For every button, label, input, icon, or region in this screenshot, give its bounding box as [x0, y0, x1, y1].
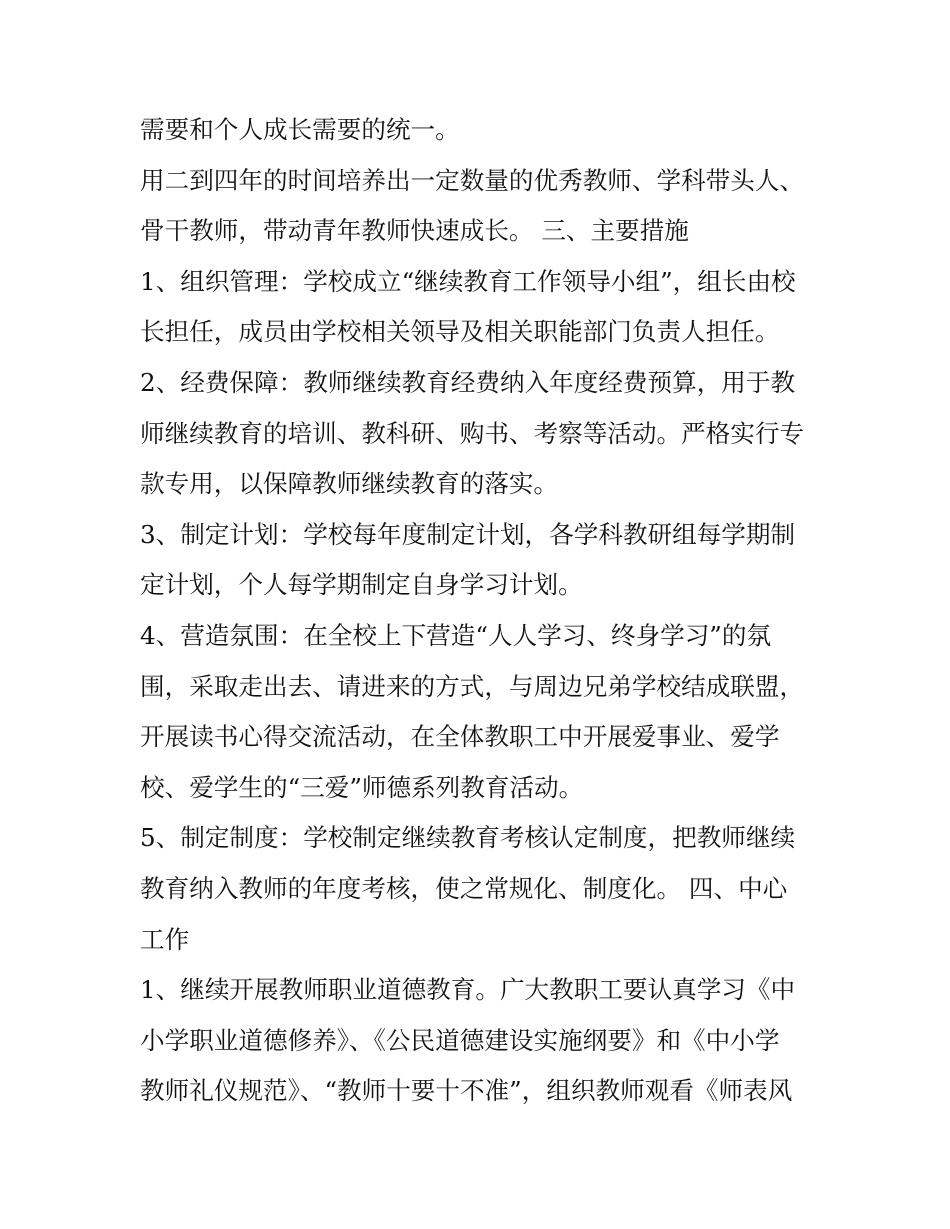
text-line: 款专用，以保障教师继续教育的落实。 — [140, 469, 559, 499]
text-line: 长担任，成员由学校相关领导及相关职能部门负责人担任。 — [140, 317, 780, 347]
text-line: 工作 — [140, 924, 190, 954]
text-line: 教师礼仪规范》、“教师十要十不准”，组织教师观看《师表风 — [140, 1076, 793, 1106]
text-line: 5、制定制度：学校制定继续教育考核认定制度，把教师继续 — [140, 823, 796, 853]
text-line: 2、经费保障：教师继续教育经费纳入年度经费预算，用于教 — [140, 367, 796, 397]
text-line: 用二到四年的时间培养出一定数量的优秀教师、学科带头人、 — [140, 165, 805, 195]
document-body — [140, 105, 830, 1117]
text-line: 4、营造氛围：在全校上下营造“人人学习、终身学习”的氛 — [140, 620, 772, 650]
text-line: 骨干教师，带动青年教师快速成长。 三、主要措施 — [140, 216, 689, 246]
text-line: 需要和个人成长需要的统一。 — [140, 115, 460, 144]
text-line: 围，采取走出去、请进来的方式，与周边兄弟学校结成联盟， — [140, 671, 805, 701]
text-line: 教育纳入教师的年度考核，使之常规化、制度化。 四、中心 — [140, 873, 788, 903]
text-line: 1、继续开展教师职业道德教育。广大教职工要认真学习《中 — [140, 975, 796, 1005]
text-line: 开展读书心得交流活动，在全体教职工中开展爱事业、爱学 — [140, 722, 780, 752]
text-line: 3、制定计划：学校每年度制定计划，各学科教研组每学期制 — [140, 519, 796, 549]
text-line: 师继续教育的培训、教科研、购书、考察等活动。严格实行专 — [140, 418, 805, 448]
text-line: 1、组织管理：学校成立“继续教育工作领导小组”，组长由校 — [140, 266, 796, 296]
text-line: 定计划，个人每学期制定自身学习计划。 — [140, 570, 583, 600]
text-line: 小学职业道德修养》、《公民道德建设实施纲要》和《中小学 — [140, 1025, 780, 1055]
text-line: 校、爱学生的“三爱”师德系列教育活动。 — [140, 772, 584, 802]
